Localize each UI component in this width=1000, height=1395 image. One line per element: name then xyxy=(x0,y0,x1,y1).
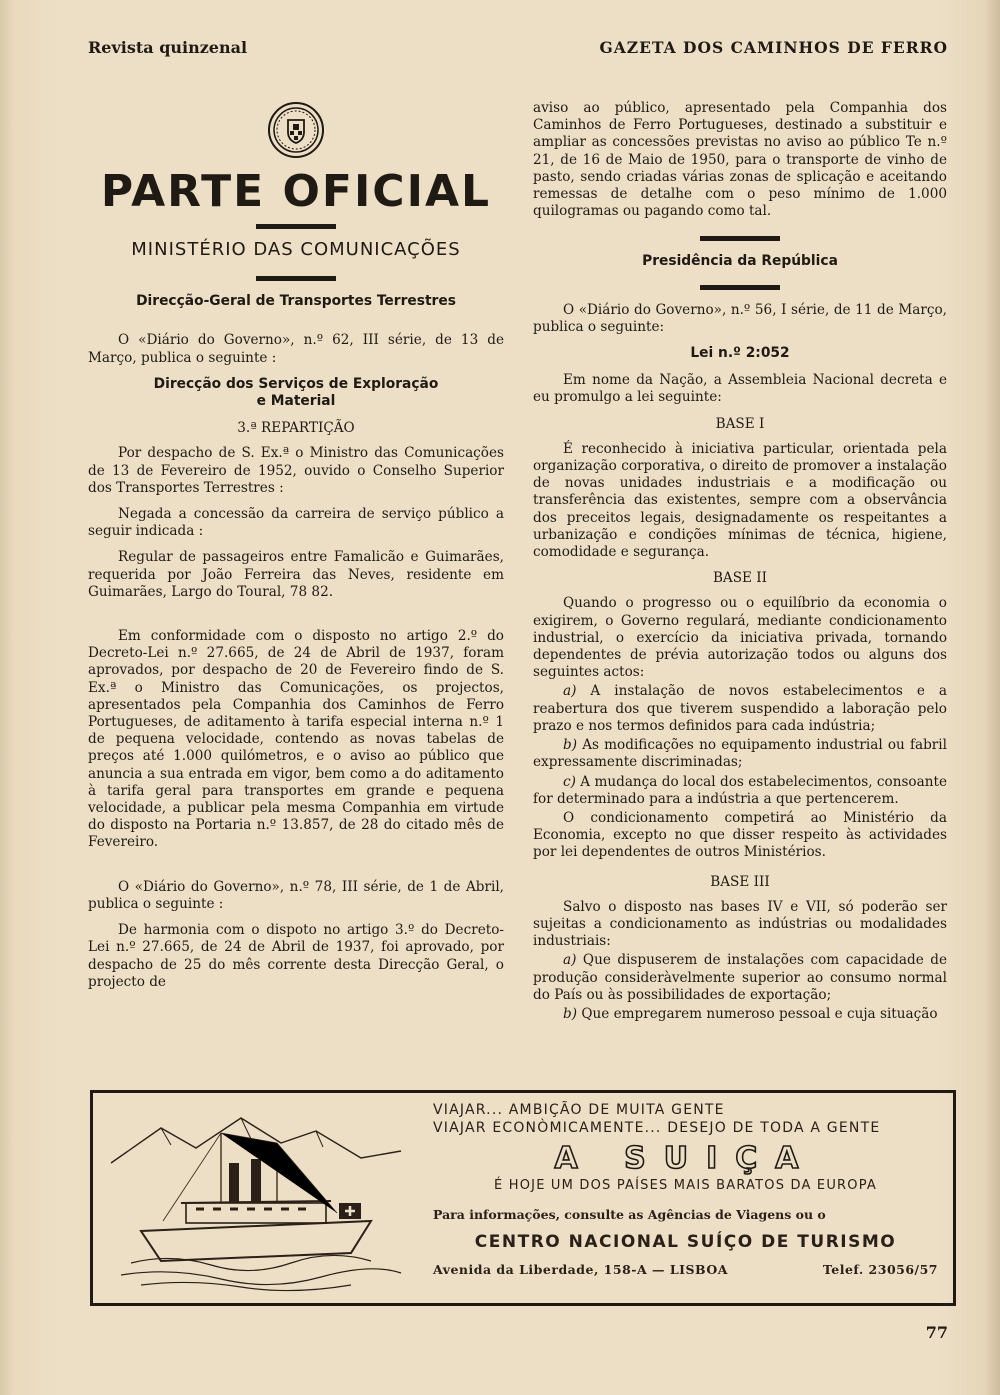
subsection-heading-line1: Direcção dos Serviços de Exploração xyxy=(153,375,439,392)
page-title: PARTE OFICIAL xyxy=(100,166,492,217)
coat-of-arms-icon xyxy=(266,100,326,160)
paragraph: O condicionamento competirá ao Ministério da Economia, excepto no que disser respeito às actividades por lei dependentes de outros Ministérios. xyxy=(533,809,947,861)
list-marker: b) xyxy=(563,737,578,754)
paragraph: Regular de passageiros entre Famalicão e Guimarães, requerida por João Ferreira das Neves, residente em Guimarães, Largo do Toural, 78 82. xyxy=(88,549,504,600)
list-item xyxy=(533,774,947,808)
ad-subtitle: É HOJE UM DOS PAÍSES MAIS BARATOS DA EUROPA xyxy=(494,1178,877,1193)
divider xyxy=(700,285,780,290)
list-marker: b) xyxy=(563,1005,578,1022)
paragraph: Em nome da Nação, a Assembleia Nacional decreta e eu promulgo a lei seguinte: xyxy=(533,372,947,406)
paragraph: É reconhecido à iniciativa particular, orientada pela organização corporativa, o direito de promover a instalação de novas unidades industriais e a modificação ou transferência das existentes, sempre com a observância dos preceitos legais, designadamente os respeitantes a urbanização e condições mínimas de técnica, higiene, comodidade e segurança. xyxy=(533,440,947,561)
ad-slogan-line2: VIAJAR ECONÒMICAMENTE... DESEJO DE TODA A GENTE xyxy=(433,1120,881,1136)
ad-text-block xyxy=(433,1101,938,1277)
paragraph: De harmonia com o dispoto no artigo 3.º do Decreto-Lei n.º 27.665, de 24 de Abril de 1937, foi aprovado, por despacho de 25 do mês corrente desta Direcção Geral, o projecto de xyxy=(88,922,504,990)
ad-organization: CENTRO NACIONAL SUÍÇO DE TURISMO xyxy=(474,1232,897,1252)
divider xyxy=(256,224,336,229)
ad-brand: A SUIÇA xyxy=(554,1141,817,1176)
paragraph: Negada a concessão da carreira de serviço público a seguir indicada : xyxy=(88,506,504,540)
divider xyxy=(700,236,780,241)
paragraph: aviso ao público, apresentado pela Companhia dos Caminhos de Ferro Portugueses, destinado a substituir e ampliar as concessões previstas no aviso ao público Te n.º 21, de 16 de Maio de 1950, para o transporte de vinho de pasto, sendo criadas várias zonas de splicação e aceitando remessas de detalhe com o peso mínimo de 1.000 quilogramas ou pagando como tal. xyxy=(533,100,947,220)
list-item xyxy=(533,737,947,771)
list-marker: a) xyxy=(563,952,577,969)
spacer xyxy=(88,610,504,628)
paragraph: Salvo o disposto nas bases IV e VII, só poderão ser sujeitas a condicionamento as indústrias ou modalidades industriais: xyxy=(533,898,947,950)
ad-slogan-line1: VIAJAR... AMBIÇÃO DE MUITA GENTE xyxy=(433,1102,725,1118)
section-heading: Presidência da República xyxy=(642,253,838,270)
ad-address: Avenida da Liberdade, 158-A — LISBOA xyxy=(433,1262,728,1277)
ministry-heading: MINISTÉRIO DAS COMUNICAÇÕES xyxy=(131,239,461,260)
list-text: As modificações no equipamento industrial ou fabril expressamente discriminadas; xyxy=(533,737,947,771)
subsection-heading-line2: e Material xyxy=(256,393,336,410)
list-text: A instalação de novos estabelecimentos e a reabertura dos que tiverem suspendido a laboração pelo prazo e nos termos definidos para cada indústria; xyxy=(533,683,947,734)
list-text: Que dispuserem de instalações com capacidade de produção consideràvelmente superior ao consumo normal do País ou às possibilidades de exportação; xyxy=(533,952,947,1003)
advertisement xyxy=(90,1090,956,1306)
law-heading: Lei n.º 2:052 xyxy=(690,345,790,362)
list-item xyxy=(533,952,947,1004)
base-heading: BASE I xyxy=(715,415,765,432)
paragraph: Por despacho de S. Ex.ª o Ministro das Comunicações de 13 de Fevereiro de 1952, ouvido o Conselho Superior dos Transportes Terrestres : xyxy=(88,445,504,496)
paragraph: O «Diário do Governo», n.º 62, III série, de 13 de Março, publica o seguinte : xyxy=(88,332,504,366)
list-marker: a) xyxy=(563,683,577,700)
spacer xyxy=(88,861,504,879)
list-text: Que empregarem numeroso pessoal e cuja situação xyxy=(577,1005,938,1022)
header-left: Revista quinzenal xyxy=(88,38,248,57)
list-text: A mudança do local dos estabelecimentos, consoante for determinado para a indústria a que pertencerem. xyxy=(533,773,947,807)
base-heading: BASE II xyxy=(712,570,768,587)
right-column xyxy=(533,100,947,1025)
paragraph: Em conformidade com o disposto no artigo 2.º do Decreto-Lei n.º 27.665, de 24 de Abril de 1937, foram aprovados, por despacho de 20 de Fevereiro findo de S. Ex.ª o Ministro das Comunicações, os projectos, apresentados pela Companhia dos Caminhos de Ferro Portugueses, de aditamento à tarifa especial interna n.º 1 de pequena velocidade, contendo as novas tabelas de preços até 1.000 quilómetros, e o aviso ao público que anuncia a sua entrada em vigor, bem como a do aditamento à tarifa geral para transportes em grande e pequena velocidade, a publicar pela mesma Companhia em virtude do disposto na Portaria n.º 13.857, de 28 do citado mês de Fevereiro. xyxy=(88,628,504,851)
list-item xyxy=(533,1006,947,1023)
ad-phone: Telef. 23056/57 xyxy=(822,1262,938,1277)
ad-contact-row xyxy=(433,1262,938,1277)
paragraph: Quando o progresso ou o equilíbrio da economia o exigirem, o Governo regulará, mediante condicionamento industrial, o exercício da iniciativa privada, tornando dependentes de prévia autorização todos ou alguns dos seguintes actos: xyxy=(533,595,947,681)
list-item xyxy=(533,683,947,735)
ad-info: Para informações, consulte as Agências de Viagens ou o xyxy=(433,1207,826,1222)
divider xyxy=(256,276,336,281)
section-heading: Direcção-Geral de Transportes Terrestres xyxy=(136,293,456,310)
list-marker: c) xyxy=(563,773,576,790)
left-column xyxy=(88,100,504,1000)
paragraph: O «Diário do Governo», n.º 78, III série, de 1 de Abril, publica o seguinte : xyxy=(88,878,504,912)
base-heading: BASE III xyxy=(710,873,770,890)
header-right: GAZETA DOS CAMINHOS DE FERRO xyxy=(599,38,948,57)
reparticao-heading: 3.ª REPARTIÇÃO xyxy=(237,420,355,437)
ship-illustration-icon xyxy=(101,1103,421,1293)
page-number: 77 xyxy=(925,1323,948,1342)
paragraph: O «Diário do Governo», n.º 56, I série, de 11 de Março, publica o seguinte: xyxy=(533,301,947,335)
